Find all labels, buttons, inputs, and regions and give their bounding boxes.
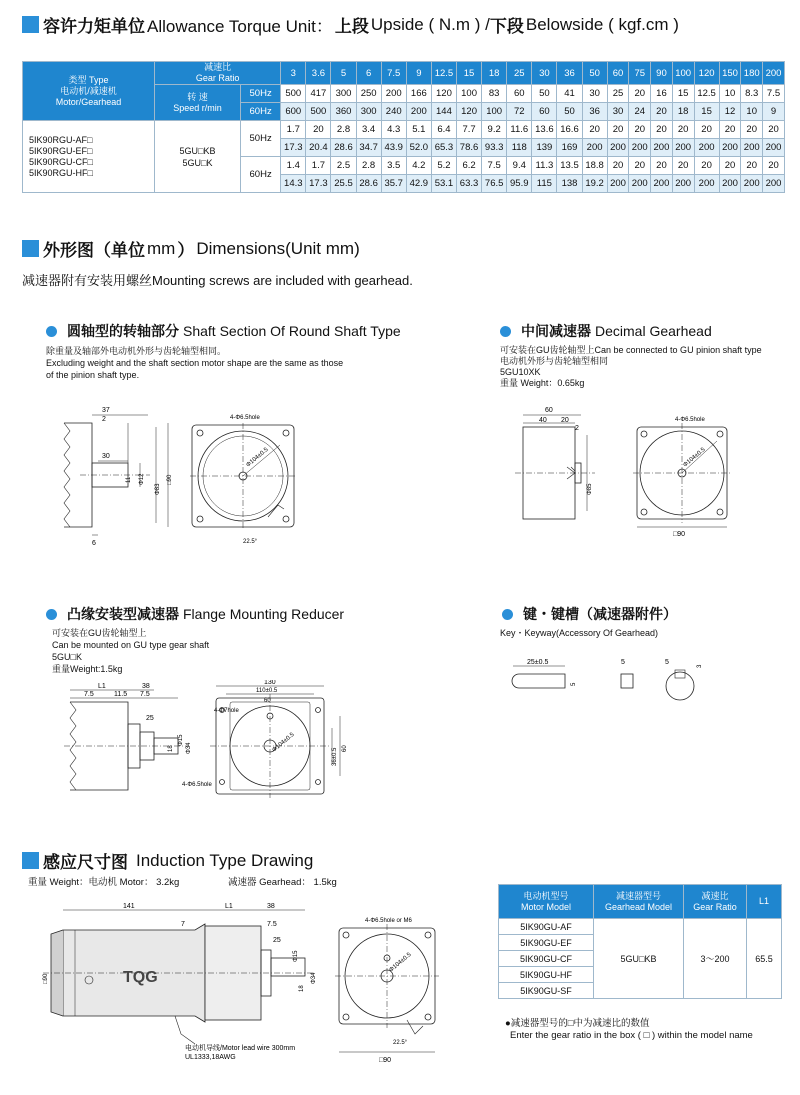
ratio-cell: 200	[763, 62, 785, 85]
induction-title: 感应尺寸图 Induction Type Drawing	[22, 848, 313, 873]
speed-cell: 250	[356, 85, 381, 103]
torque-cell: 9.2	[482, 121, 507, 139]
ind-gearhead: 5GU□KB	[594, 919, 684, 999]
key-dim-5a: 5	[571, 682, 577, 686]
ind-model: 5IK90GU-EF	[499, 935, 594, 951]
speed-cell: 360	[331, 103, 356, 121]
torque-table	[22, 61, 785, 193]
decimal-dim-hole: 4-Φ6.5hole	[675, 417, 705, 423]
induction-dim-angle: 22.5°	[393, 1040, 408, 1046]
torque-cell: 20	[672, 157, 694, 175]
key-dim-5c: 5	[665, 659, 669, 666]
speed-cell: 240	[381, 103, 406, 121]
ind-header-ratio: 减速比 Gear Ratio	[684, 885, 747, 919]
round-dim-angle: 22.5°	[243, 539, 258, 545]
ratio-cell: 15	[457, 62, 482, 85]
ind-l1: 65.5	[747, 919, 782, 999]
torque-cell: 5.1	[406, 121, 431, 139]
torque-cell: 20	[672, 121, 694, 139]
speed-cell: 30	[582, 85, 607, 103]
torque-cell: 16.6	[557, 121, 582, 139]
ratio-cell: 5	[331, 62, 356, 85]
torque-cell: 2.8	[331, 121, 356, 139]
torque-cell: 20	[651, 157, 673, 175]
ratio-cell: 90	[651, 62, 673, 85]
ratio-cell: 12.5	[431, 62, 456, 85]
torque-cell: 118	[507, 139, 532, 157]
torque-cell: 20	[719, 157, 741, 175]
mounting-screws-note: 减速器附有安装用螺丝Mounting screws are included with gearhead.	[22, 273, 413, 288]
torque-cell: 34.7	[356, 139, 381, 157]
decimal-gearhead-drawing	[505, 405, 790, 540]
speed-cell: 25	[607, 85, 629, 103]
decimal-note-4: 重量 Weight：0.65kg	[500, 378, 585, 388]
torque-cell: 200	[741, 175, 763, 193]
flange-note-1: 可安装在GU齿轮轴型上	[52, 628, 147, 638]
ind-model: 5IK90GU-AF	[499, 919, 594, 935]
torque-cell: 11.3	[532, 157, 557, 175]
speed-cell: 72	[507, 103, 532, 121]
header-gear-ratio: 减速比 Gear Ratio	[155, 62, 281, 85]
torque-cell: 4.3	[381, 121, 406, 139]
ratio-cell: 50	[582, 62, 607, 85]
torque-cell: 63.3	[457, 175, 482, 193]
torque-cell: 20	[607, 157, 629, 175]
ratio-cell: 100	[672, 62, 694, 85]
flange-dim-shaft: Φ15	[178, 734, 184, 746]
torque-cell: 200	[582, 139, 607, 157]
torque-cell: 78.6	[457, 139, 482, 157]
round-shaft-note-1: 除重量及轴部外电动机外形与齿轮轴型相同。	[46, 346, 227, 356]
induction-dim-shaft: Φ15	[293, 950, 299, 962]
gearhead-list: 5GU□KB 5GU□K	[155, 121, 241, 193]
torque-cell: 169	[557, 139, 582, 157]
round-dim-6: 6	[92, 540, 96, 547]
round-dim-90: □90	[167, 474, 173, 485]
induction-dim-7.5: 7.5	[267, 921, 277, 928]
round-dim-37: 37	[102, 407, 110, 414]
torque-cell: 53.1	[431, 175, 456, 193]
flange-drawing	[60, 680, 360, 805]
speed-cell: 15	[672, 85, 694, 103]
speed-cell: 500	[281, 85, 306, 103]
induction-weight-gear: 减速器 Gearhead： 1.5kg	[228, 877, 337, 888]
flange-dim-hole65: 4-Φ6.5hole	[182, 782, 212, 788]
torque-cell: 1.7	[306, 157, 331, 175]
induction-lead-wire: 电动机导线/Motor lead wire 300mm	[185, 1045, 296, 1052]
torque-cell: 3.5	[381, 157, 406, 175]
header-speed: 转 速 Speed r/min	[155, 85, 241, 121]
key-dim-25: 25±0.5	[527, 659, 549, 666]
torque-cell: 2.5	[331, 157, 356, 175]
speed-cell: 24	[629, 103, 651, 121]
torque-cell: 43.9	[381, 139, 406, 157]
induction-dim-7: 7	[181, 921, 185, 928]
torque-cell: 200	[629, 175, 651, 193]
induction-weight: 重量 Weight：电动机 Motor： 3.2kg	[28, 877, 180, 888]
decimal-note-2: 电动机外形与齿轮轴型相同	[500, 356, 609, 366]
torque-cell: 35.7	[381, 175, 406, 193]
key-note: Key・Keyway(Accessory Of Gearhead)	[500, 628, 659, 638]
ind-ratio: 3～200	[684, 919, 747, 999]
round-dim-11: 11	[126, 476, 132, 483]
torque-cell: 20	[763, 157, 785, 175]
torque-cell: 200	[694, 139, 719, 157]
flange-dim-hole7: 4-Φ7hole	[214, 708, 239, 714]
round-dim-30: 30	[102, 453, 110, 460]
torque-cell: 20	[582, 121, 607, 139]
torque-cell: 20.4	[306, 139, 331, 157]
round-shaft-note-3: of the pinion shaft type.	[46, 370, 140, 380]
speed-60-label: 60Hz	[240, 103, 280, 121]
ind-header-gearhead: 减速器型号 Gearhead Model	[594, 885, 684, 919]
torque-cell: 28.6	[331, 139, 356, 157]
torque-cell: 139	[532, 139, 557, 157]
speed-cell: 200	[381, 85, 406, 103]
induction-dim-18: 18	[299, 985, 305, 992]
induction-dim-pcd: Φ104±0.5	[388, 951, 413, 974]
speed-cell: 300	[356, 103, 381, 121]
flange-dim-38: 38	[142, 683, 150, 690]
speed-cell: 166	[406, 85, 431, 103]
round-dim-pcd: Φ104±0.5	[245, 446, 270, 469]
torque-cell: 6.4	[431, 121, 456, 139]
flange-note-4: 重量Weight:1.5kg	[52, 664, 123, 674]
torque-cell: 20	[629, 157, 651, 175]
torque-cell: 20	[719, 121, 741, 139]
torque-cell: 20	[607, 121, 629, 139]
decimal-dim-20: 20	[561, 417, 569, 424]
speed-cell: 8.3	[741, 85, 763, 103]
speed-cell: 83	[482, 85, 507, 103]
torque-cell: 200	[741, 139, 763, 157]
induction-brand: TQG	[123, 969, 158, 986]
ind-model: 5IK90GU-SF	[499, 983, 594, 999]
speed-cell: 7.5	[763, 85, 785, 103]
speed-cell: 12.5	[694, 85, 719, 103]
table-row	[499, 919, 782, 935]
induction-dim-90: □90	[43, 973, 49, 984]
flange-dim-60v: 60	[342, 745, 348, 752]
key-title: 键・键槽（减速器附件）	[502, 604, 677, 624]
ratio-cell: 3	[281, 62, 306, 85]
ratio-cell: 25	[507, 62, 532, 85]
torque-cell: 200	[719, 139, 741, 157]
torque-cell: 115	[532, 175, 557, 193]
torque-cell: 28.6	[356, 175, 381, 193]
dimensions-title: 外形图（单位 mm ） Dimensions(Unit mm)	[22, 236, 360, 261]
speed-cell: 60	[532, 103, 557, 121]
speed-cell: 100	[482, 103, 507, 121]
induction-dim-38: 38	[267, 903, 275, 910]
speed-cell: 16	[651, 85, 673, 103]
torque-cell: 1.4	[281, 157, 306, 175]
torque-cell: 17.3	[281, 139, 306, 157]
flange-note-2: Can be mounted on GU type gear shaft	[52, 640, 210, 650]
ind-header-motor: 电动机型号 Motor Model	[499, 885, 594, 919]
square-bullet-icon	[22, 16, 39, 33]
circle-bullet-icon	[46, 326, 57, 337]
torque-cell: 20	[694, 157, 719, 175]
torque-cell: 20	[741, 121, 763, 139]
speed-cell: 30	[607, 103, 629, 121]
torque-cell: 20	[694, 121, 719, 139]
ratio-cell: 9	[406, 62, 431, 85]
flange-dim-60: 60	[264, 698, 271, 704]
speed-cell: 100	[457, 85, 482, 103]
speed-cell: 50	[532, 85, 557, 103]
torque-cell: 19.2	[582, 175, 607, 193]
decimal-dim-spigot: Φ85	[587, 483, 593, 495]
torque-cell: 138	[557, 175, 582, 193]
induction-drawing	[35, 900, 495, 1065]
round-dim-2: 2	[102, 416, 106, 423]
speed-cell: 10	[741, 103, 763, 121]
square-bullet-icon	[22, 240, 39, 257]
circle-bullet-icon	[500, 326, 511, 337]
torque-cell: 7.7	[457, 121, 482, 139]
ratio-cell: 30	[532, 62, 557, 85]
speed-cell: 200	[406, 103, 431, 121]
torque-cell: 200	[763, 175, 785, 193]
speed-cell: 10	[719, 85, 741, 103]
flange-dim-36: 36±0.5	[332, 747, 338, 766]
ratio-cell: 18	[482, 62, 507, 85]
model-list: 5IK90RGU-AF□ 5IK90RGU-EF□ 5IK90RGU-CF□ 5IK90RGU-HF□	[23, 121, 155, 193]
speed-cell: 9	[763, 103, 785, 121]
induction-dim-141: 141	[123, 903, 135, 910]
ratio-cell: 120	[694, 62, 719, 85]
speed-cell: 50	[557, 103, 582, 121]
torque-cell: 13.5	[557, 157, 582, 175]
torque-cell: 20	[651, 121, 673, 139]
ratio-cell: 60	[607, 62, 629, 85]
speed-cell: 12	[719, 103, 741, 121]
induction-dim-25: 25	[273, 937, 281, 944]
torque-cell: 5.2	[431, 157, 456, 175]
torque-cell: 11.6	[507, 121, 532, 139]
torque-cell: 200	[672, 139, 694, 157]
torque-cell: 95.9	[507, 175, 532, 193]
speed-cell: 600	[281, 103, 306, 121]
ind-model: 5IK90GU-CF	[499, 951, 594, 967]
decimal-dim-pcd: Φ104±0.5	[682, 446, 707, 469]
speed-cell: 41	[557, 85, 582, 103]
torque-cell: 1.7	[281, 121, 306, 139]
ratio-cell: 36	[557, 62, 582, 85]
decimal-note-1: 可安装在GU齿轮轴型上Can be connected to GU pinion shaft type	[500, 345, 762, 355]
ind-model: 5IK90GU-HF	[499, 967, 594, 983]
torque-cell: 18.8	[582, 157, 607, 175]
torque-cell: 3.4	[356, 121, 381, 139]
torque-section-title: 容许力矩单位 Allowance Torque Unit： 上段 Upside ( N.m ) / 下段 Belowside ( kgf.cm )	[22, 12, 679, 37]
decimal-dim-90: □90	[673, 531, 686, 538]
decimal-dim-2: 2	[575, 425, 579, 432]
torque-cell: 20	[306, 121, 331, 139]
key-drawing	[505, 648, 745, 718]
flange-dim-110: 110±0.5	[256, 688, 278, 694]
circle-bullet-icon	[502, 609, 513, 620]
torque-cell: 200	[672, 175, 694, 193]
freq-50: 50Hz	[240, 121, 280, 157]
torque-cell: 9.4	[507, 157, 532, 175]
torque-cell: 200	[694, 175, 719, 193]
decimal-note-3: 5GU10XK	[500, 367, 541, 377]
torque-cell: 200	[629, 139, 651, 157]
speed-cell: 36	[582, 103, 607, 121]
decimal-dim-40: 40	[539, 417, 547, 424]
ratio-cell: 75	[629, 62, 651, 85]
flange-dim-18: 18	[168, 745, 174, 752]
torque-cell: 20	[763, 121, 785, 139]
torque-cell: 200	[651, 175, 673, 193]
induction-dim-hole: 4-Φ6.5hole or M6	[365, 918, 412, 924]
decimal-gearhead-title: 中间减速器 Decimal Gearhead	[500, 321, 712, 341]
table-row	[23, 121, 785, 139]
torque-cell: 42.9	[406, 175, 431, 193]
speed-cell: 144	[431, 103, 456, 121]
flange-dim-25: 25	[146, 715, 154, 722]
torque-cell: 20	[741, 157, 763, 175]
key-dim-5b: 5	[621, 659, 625, 666]
torque-cell: 7.5	[482, 157, 507, 175]
speed-cell: 417	[306, 85, 331, 103]
key-dim-3: 3	[697, 664, 703, 668]
flange-title: 凸缘安装型减速器 Flange Mounting Reducer	[46, 604, 344, 624]
flange-dim-boss: Φ34	[186, 742, 192, 754]
ind-header-l1: L1	[747, 885, 782, 919]
torque-cell: 93.3	[482, 139, 507, 157]
ratio-cell: 180	[741, 62, 763, 85]
round-shaft-drawing	[40, 405, 310, 555]
speed-cell: 20	[651, 103, 673, 121]
torque-cell: 2.8	[356, 157, 381, 175]
round-dim-shaft: Φ12	[139, 473, 145, 485]
ratio-cell: 150	[719, 62, 741, 85]
torque-cell: 76.5	[482, 175, 507, 193]
torque-cell: 52.0	[406, 139, 431, 157]
square-bullet-icon	[22, 852, 39, 869]
torque-cell: 6.2	[457, 157, 482, 175]
speed-cell: 20	[629, 85, 651, 103]
freq-60: 60Hz	[240, 157, 280, 193]
torque-cell: 200	[763, 139, 785, 157]
ratio-cell: 7.5	[381, 62, 406, 85]
round-dim-spigot: Φ83	[155, 483, 161, 495]
ind-note-en: Enter the gear ratio in the box ( □ ) within the model name	[510, 1030, 753, 1041]
torque-cell: 13.6	[532, 121, 557, 139]
torque-cell: 200	[607, 139, 629, 157]
speed-cell: 15	[694, 103, 719, 121]
round-shaft-note-2: Excluding weight and the shaft section motor shape are the same as those	[46, 358, 344, 368]
induction-dim-L1: L1	[225, 903, 233, 910]
ratio-row	[23, 62, 785, 85]
torque-cell: 20	[629, 121, 651, 139]
speed-cell: 300	[331, 85, 356, 103]
flange-dim-7.5b: 7.5	[140, 691, 150, 698]
speed-cell: 120	[431, 85, 456, 103]
torque-cell: 65.3	[431, 139, 456, 157]
torque-cell: 200	[719, 175, 741, 193]
flange-dim-11.5: 11.5	[114, 691, 128, 698]
flange-dim-7.5a: 7.5	[84, 691, 94, 698]
torque-cell: 200	[607, 175, 629, 193]
speed-cell: 18	[672, 103, 694, 121]
speed-cell: 120	[457, 103, 482, 121]
flange-dim-pcd: Φ104±0.5	[271, 731, 296, 754]
speed-cell: 60	[507, 85, 532, 103]
induction-dim-90b: □90	[379, 1057, 392, 1064]
header-type: 类型 Type 电动机/减速机 Motor/Gearhead	[23, 62, 155, 121]
ind-note-cn: ●减速器型号的□中为减速比的数值	[505, 1018, 650, 1029]
torque-cell: 17.3	[306, 175, 331, 193]
ratio-cell: 6	[356, 62, 381, 85]
circle-bullet-icon	[46, 609, 57, 620]
induction-model-table	[498, 884, 782, 999]
induction-lead-spec: UL1333,18AWG	[185, 1054, 236, 1061]
ratio-cell: 3.6	[306, 62, 331, 85]
round-dim-hole: 4-Φ6.5hole	[230, 415, 260, 421]
torque-cell: 200	[651, 139, 673, 157]
flange-dim-130: 130	[264, 680, 276, 686]
flange-dim-L1: L1	[98, 683, 106, 690]
round-shaft-title: 圆轴型的转轴部分 Shaft Section Of Round Shaft Type	[46, 321, 401, 341]
speed-50-label: 50Hz	[240, 85, 280, 103]
torque-cell: 14.3	[281, 175, 306, 193]
decimal-dim-60: 60	[545, 407, 553, 414]
flange-note-3: 5GU□K	[52, 652, 82, 662]
speed-cell: 500	[306, 103, 331, 121]
induction-dim-boss: Φ34	[311, 972, 317, 984]
torque-cell: 4.2	[406, 157, 431, 175]
torque-cell: 25.5	[331, 175, 356, 193]
